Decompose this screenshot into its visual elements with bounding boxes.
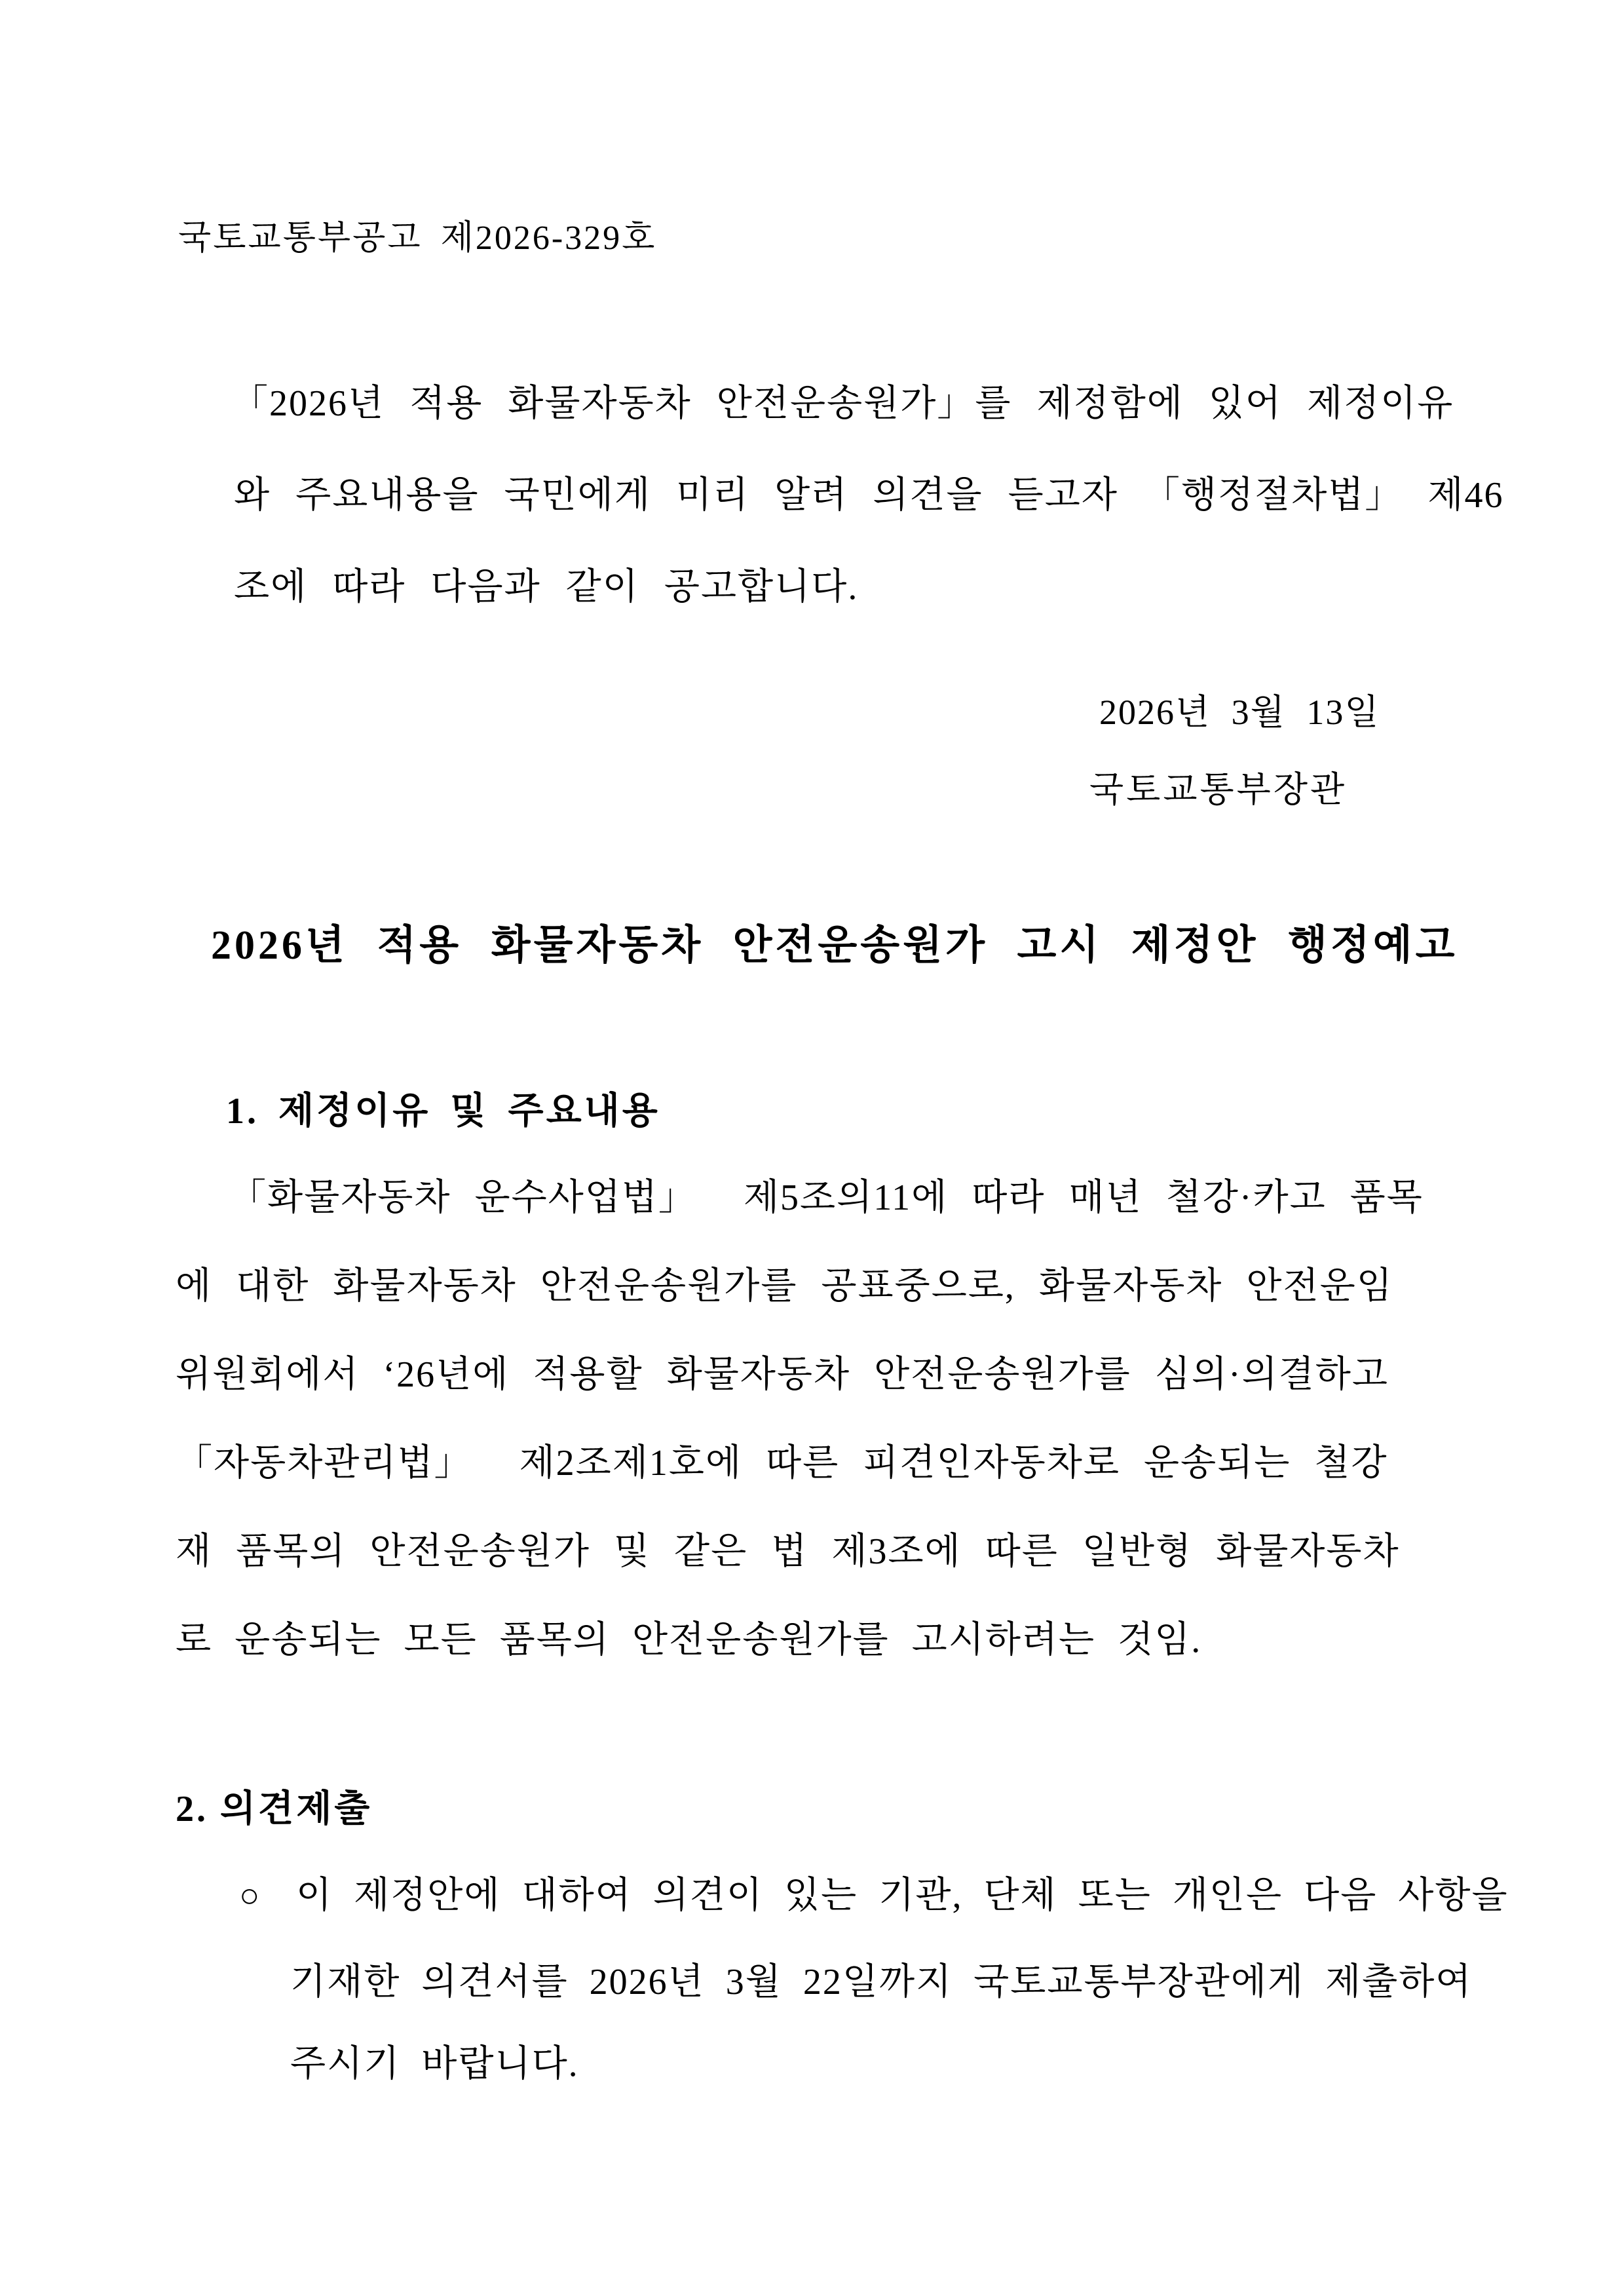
- signoff-signer: 국토교통부장관: [1089, 770, 1348, 809]
- intro-paragraph-line-2: 와 주요내용을 국민에게 미리 알려 의견을 듣고자 「행정절차법」 제46: [234, 475, 1504, 516]
- section1-body-line-1: 「화물자동차 운수사업법」 제5조의11에 따라 매년 철강·카고 품목: [229, 1177, 1424, 1218]
- document-title: 2026년 적용 화물자동차 안전운송원가 고시 제정안 행정예고: [211, 923, 1458, 968]
- section2-bullet-line-2: 기재한 의견서를 2026년 3월 22일까지 국토교통부장관에게 제출하여: [290, 1962, 1473, 2002]
- circle-bullet-icon: ○: [239, 1877, 260, 1915]
- section2-heading: 2. 의견제출: [176, 1789, 373, 1829]
- section2-bullet-line-3: 주시기 바랍니다.: [290, 2044, 579, 2084]
- section1-heading: 1. 제정이유 및 주요내용: [226, 1091, 660, 1132]
- section2-bullet-line-1: 이 제정안에 대하여 의견이 있는 기관, 단체 또는 개인은 다음 사항을: [296, 1875, 1509, 1916]
- intro-paragraph-line-3: 조에 따라 다음과 같이 공고합니다.: [234, 567, 859, 607]
- section1-body-line-6: 로 운송되는 모든 품목의 안전운송원가를 고시하려는 것임.: [176, 1620, 1202, 1660]
- section1-body-line-3: 위원회에서 ‘26년에 적용할 화물자동차 안전운송원가를 심의·의결하고: [176, 1354, 1389, 1395]
- intro-paragraph-line-1: 「2026년 적용 화물자동차 안전운송원가」를 제정함에 있어 제정이유: [231, 383, 1454, 424]
- section1-body-line-2: 에 대한 화물자동차 안전운송원가를 공표중으로, 화물자동차 안전운임: [176, 1266, 1393, 1307]
- notice-number: 국토교통부공고 제2026-329호: [178, 220, 657, 257]
- signoff-date: 2026년 3월 13일: [1099, 693, 1380, 732]
- section1-body-line-5: 재 품목의 안전운송원가 및 같은 법 제3조에 따른 일반형 화물자동차: [176, 1531, 1400, 1572]
- section1-body-line-4: 「자동차관리법」 제2조제1호에 따른 피견인자동차로 운송되는 철강: [176, 1443, 1388, 1483]
